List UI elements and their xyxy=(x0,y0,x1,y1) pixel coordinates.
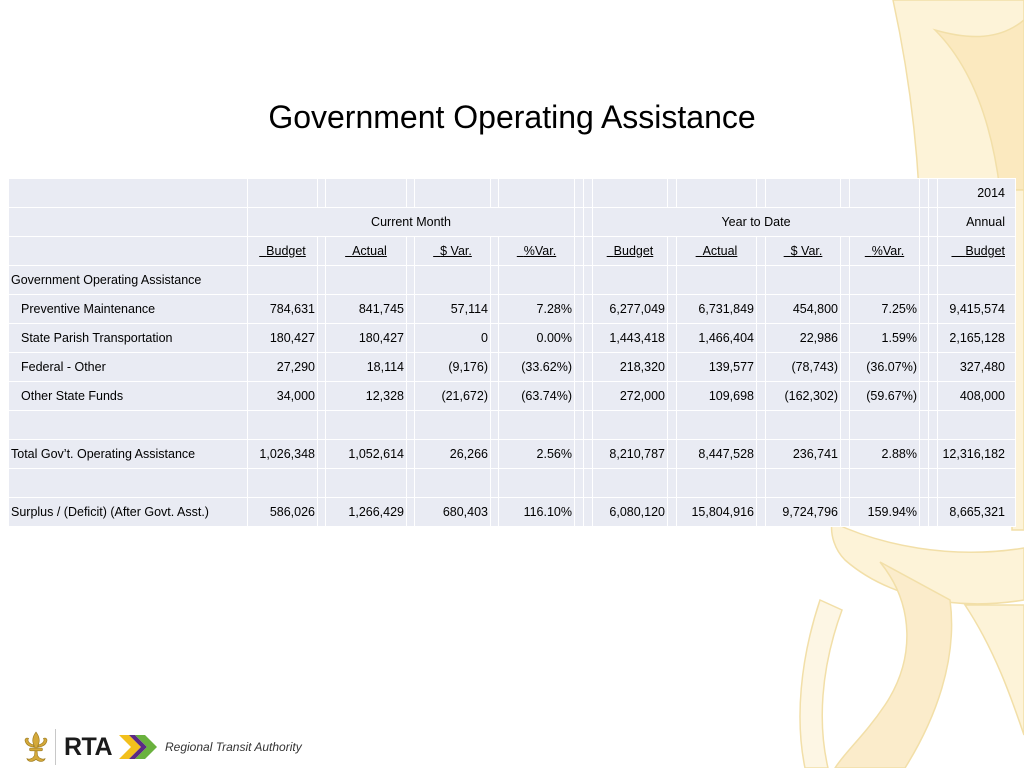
spacer-cell xyxy=(841,353,850,382)
spacer-cell xyxy=(575,324,584,353)
ytd-actual-cell: 109,698 xyxy=(677,382,757,411)
column-header-row xyxy=(9,237,1016,266)
spacer-cell xyxy=(584,440,593,469)
empty-cell xyxy=(920,411,929,440)
empty-cell xyxy=(575,179,584,208)
empty-cell xyxy=(248,469,318,498)
empty-cell xyxy=(407,266,415,295)
empty-cell xyxy=(499,411,575,440)
row-label: Other State Funds xyxy=(9,382,248,411)
empty-cell xyxy=(677,469,757,498)
empty-cell xyxy=(593,179,668,208)
empty-cell xyxy=(850,266,920,295)
slide-title: Government Operating Assistance xyxy=(268,99,756,135)
ytd-dollar-var-cell: (162,302) xyxy=(766,382,841,411)
spacer-cell xyxy=(920,353,929,382)
spacer-cell xyxy=(584,324,593,353)
spacer-cell xyxy=(491,440,499,469)
ytd-pct-var-cell: 2.88% xyxy=(850,440,920,469)
spacer-cell xyxy=(929,237,938,266)
empty-cell xyxy=(326,179,407,208)
empty-cell xyxy=(766,411,841,440)
spacer-cell xyxy=(668,295,677,324)
current-month-actual-cell: 841,745 xyxy=(326,295,407,324)
empty-cell xyxy=(668,411,677,440)
current-month-actual-cell: 18,114 xyxy=(326,353,407,382)
surplus-label: Surplus / (Deficit) (After Govt. Asst.) xyxy=(9,498,248,527)
row-label: Preventive Maintenance xyxy=(9,295,248,324)
empty-cell xyxy=(929,469,938,498)
empty-cell xyxy=(9,469,248,498)
empty-cell xyxy=(757,411,766,440)
current-month-budget-cell: 27,290 xyxy=(248,353,318,382)
ytd-budget-cell: 6,277,049 xyxy=(593,295,668,324)
year-header-row xyxy=(9,179,1016,208)
table-row xyxy=(9,382,1016,411)
ytd-budget-cell: 8,210,787 xyxy=(593,440,668,469)
spacer-cell xyxy=(407,295,415,324)
ytd-budget-cell: 218,320 xyxy=(593,353,668,382)
spacer-cell xyxy=(575,440,584,469)
spacer-cell xyxy=(668,440,677,469)
current-month-budget-cell: 34,000 xyxy=(248,382,318,411)
spacer-cell xyxy=(757,295,766,324)
spacer-cell xyxy=(920,498,929,527)
empty-cell xyxy=(850,469,920,498)
current-month-pct-var-cell: (63.74%) xyxy=(499,382,575,411)
empty-cell xyxy=(9,208,248,237)
spacer-cell xyxy=(491,324,499,353)
empty-cell xyxy=(668,469,677,498)
empty-row xyxy=(9,469,1016,498)
spacer-cell xyxy=(757,382,766,411)
empty-cell xyxy=(766,266,841,295)
current-month-budget-cell: 180,427 xyxy=(248,324,318,353)
empty-cell xyxy=(584,411,593,440)
spacer-cell xyxy=(929,324,938,353)
empty-cell xyxy=(920,469,929,498)
empty-cell xyxy=(407,411,415,440)
empty-cell xyxy=(326,266,407,295)
spacer-cell xyxy=(575,295,584,324)
spacer-cell xyxy=(407,237,415,266)
ytd-dollar-var-cell: (78,743) xyxy=(766,353,841,382)
empty-cell xyxy=(415,266,491,295)
empty-cell xyxy=(499,266,575,295)
spacer-cell xyxy=(575,208,584,237)
empty-cell xyxy=(248,411,318,440)
section-label: Government Operating Assistance xyxy=(9,266,248,295)
col-header-current-month-dollar-var: $ Var. xyxy=(415,237,491,266)
spacer-cell xyxy=(407,353,415,382)
annual-budget-cell: 8,665,321 xyxy=(938,498,1016,527)
empty-cell xyxy=(415,179,491,208)
empty-cell xyxy=(938,411,1016,440)
current-month-dollar-var-cell: (21,672) xyxy=(415,382,491,411)
current-month-pct-var-cell: 2.56% xyxy=(499,440,575,469)
empty-cell xyxy=(593,469,668,498)
spacer-cell xyxy=(318,382,326,411)
empty-row xyxy=(9,411,1016,440)
spacer-cell xyxy=(668,237,677,266)
spacer-cell xyxy=(491,498,499,527)
spacer-cell xyxy=(584,237,593,266)
group-header-row xyxy=(9,208,1016,237)
ytd-pct-var-cell: 159.94% xyxy=(850,498,920,527)
empty-cell xyxy=(668,266,677,295)
empty-cell xyxy=(757,469,766,498)
ytd-dollar-var-cell: 9,724,796 xyxy=(766,498,841,527)
col-header-ytd-dollar-var: $ Var. xyxy=(766,237,841,266)
col-header-annual-budget: Budget xyxy=(938,237,1016,266)
empty-cell xyxy=(668,179,677,208)
spacer-cell xyxy=(491,237,499,266)
spacer-cell xyxy=(318,498,326,527)
empty-cell xyxy=(9,179,248,208)
spacer-cell xyxy=(920,324,929,353)
col-header-current-month-budget: Budget xyxy=(248,237,318,266)
spacer-cell xyxy=(757,353,766,382)
annual-header: Annual xyxy=(938,208,1016,237)
current-month-header: Current Month xyxy=(248,208,575,237)
ytd-pct-var-cell: (36.07%) xyxy=(850,353,920,382)
spacer-cell xyxy=(929,382,938,411)
col-header-current-month-pct-var: %Var. xyxy=(499,237,575,266)
spacer-cell xyxy=(584,498,593,527)
empty-cell xyxy=(677,179,757,208)
current-month-pct-var-cell: (33.62%) xyxy=(499,353,575,382)
ytd-pct-var-cell: 7.25% xyxy=(850,295,920,324)
table-row xyxy=(9,353,1016,382)
empty-cell xyxy=(318,266,326,295)
empty-cell xyxy=(9,237,248,266)
col-header-ytd-actual: Actual xyxy=(677,237,757,266)
empty-cell xyxy=(929,266,938,295)
empty-cell xyxy=(499,469,575,498)
empty-cell xyxy=(407,469,415,498)
rta-logo-text: RTA xyxy=(64,733,113,761)
empty-cell xyxy=(593,266,668,295)
annual-budget-cell: 12,316,182 xyxy=(938,440,1016,469)
spacer-cell xyxy=(318,237,326,266)
spacer-cell xyxy=(668,353,677,382)
spacer-cell xyxy=(407,382,415,411)
section-row xyxy=(9,266,1016,295)
spacer-cell xyxy=(407,324,415,353)
col-header-current-month-actual: Actual xyxy=(326,237,407,266)
empty-cell xyxy=(491,179,499,208)
empty-cell xyxy=(766,179,841,208)
spacer-cell xyxy=(841,440,850,469)
current-month-pct-var-cell: 116.10% xyxy=(499,498,575,527)
empty-cell xyxy=(491,469,499,498)
row-label: State Parish Transportation xyxy=(9,324,248,353)
spacer-cell xyxy=(929,498,938,527)
ytd-budget-cell: 272,000 xyxy=(593,382,668,411)
empty-cell xyxy=(929,411,938,440)
surplus-row xyxy=(9,498,1016,527)
empty-cell xyxy=(757,179,766,208)
spacer-cell xyxy=(920,382,929,411)
annual-budget-cell: 327,480 xyxy=(938,353,1016,382)
spacer-cell xyxy=(920,440,929,469)
empty-cell xyxy=(584,266,593,295)
ytd-dollar-var-cell: 454,800 xyxy=(766,295,841,324)
empty-cell xyxy=(584,179,593,208)
spacer-cell xyxy=(491,295,499,324)
empty-cell xyxy=(415,411,491,440)
spacer-cell xyxy=(584,382,593,411)
operating-assistance-table xyxy=(8,178,1016,527)
spacer-cell xyxy=(575,498,584,527)
spacer-cell xyxy=(841,498,850,527)
ytd-actual-cell: 8,447,528 xyxy=(677,440,757,469)
empty-cell xyxy=(491,266,499,295)
spacer-cell xyxy=(318,324,326,353)
spacer-cell xyxy=(668,498,677,527)
empty-cell xyxy=(326,411,407,440)
empty-cell xyxy=(938,266,1016,295)
current-month-budget-cell: 784,631 xyxy=(248,295,318,324)
empty-cell xyxy=(920,266,929,295)
empty-cell xyxy=(938,469,1016,498)
empty-cell xyxy=(499,179,575,208)
annual-budget-cell: 9,415,574 xyxy=(938,295,1016,324)
spacer-cell xyxy=(929,353,938,382)
total-label: Total Gov’t. Operating Assistance xyxy=(9,440,248,469)
empty-cell xyxy=(318,411,326,440)
ytd-dollar-var-cell: 22,986 xyxy=(766,324,841,353)
org-name: Regional Transit Authority xyxy=(165,740,302,754)
empty-cell xyxy=(584,469,593,498)
empty-cell xyxy=(841,179,850,208)
empty-cell xyxy=(766,469,841,498)
empty-cell xyxy=(850,411,920,440)
col-header-ytd-pct-var: %Var. xyxy=(850,237,920,266)
empty-cell xyxy=(920,179,929,208)
empty-cell xyxy=(575,411,584,440)
table-row xyxy=(9,295,1016,324)
col-header-ytd-budget: Budget xyxy=(593,237,668,266)
spacer-cell xyxy=(757,440,766,469)
ytd-actual-cell: 139,577 xyxy=(677,353,757,382)
current-month-pct-var-cell: 0.00% xyxy=(499,324,575,353)
year-to-date-header: Year to Date xyxy=(593,208,920,237)
empty-cell xyxy=(248,266,318,295)
fleur-de-lis-icon xyxy=(23,731,49,763)
empty-cell xyxy=(593,411,668,440)
current-month-actual-cell: 1,052,614 xyxy=(326,440,407,469)
current-month-dollar-var-cell: 57,114 xyxy=(415,295,491,324)
spacer-cell xyxy=(920,237,929,266)
annual-budget-cell: 408,000 xyxy=(938,382,1016,411)
current-month-dollar-var-cell: (9,176) xyxy=(415,353,491,382)
empty-cell xyxy=(318,179,326,208)
spacer-cell xyxy=(584,295,593,324)
empty-cell xyxy=(415,469,491,498)
empty-cell xyxy=(326,469,407,498)
current-month-dollar-var-cell: 680,403 xyxy=(415,498,491,527)
empty-cell xyxy=(841,469,850,498)
empty-cell xyxy=(677,411,757,440)
current-month-budget-cell: 586,026 xyxy=(248,498,318,527)
empty-cell xyxy=(575,469,584,498)
spacer-cell xyxy=(318,295,326,324)
ytd-pct-var-cell: 1.59% xyxy=(850,324,920,353)
empty-cell xyxy=(491,411,499,440)
empty-cell xyxy=(248,179,318,208)
empty-cell xyxy=(575,266,584,295)
year-label: 2014 xyxy=(938,179,1016,208)
ytd-budget-cell: 1,443,418 xyxy=(593,324,668,353)
spacer-cell xyxy=(841,382,850,411)
empty-cell xyxy=(757,266,766,295)
empty-cell xyxy=(841,411,850,440)
chevron-arrow-icon xyxy=(119,733,157,761)
spacer-cell xyxy=(318,353,326,382)
ytd-actual-cell: 1,466,404 xyxy=(677,324,757,353)
spacer-cell xyxy=(841,295,850,324)
logo-divider xyxy=(55,729,56,765)
current-month-dollar-var-cell: 26,266 xyxy=(415,440,491,469)
ytd-budget-cell: 6,080,120 xyxy=(593,498,668,527)
total-row xyxy=(9,440,1016,469)
spacer-cell xyxy=(407,498,415,527)
spacer-cell xyxy=(929,208,938,237)
spacer-cell xyxy=(929,295,938,324)
empty-cell xyxy=(929,179,938,208)
current-month-pct-var-cell: 7.28% xyxy=(499,295,575,324)
spacer-cell xyxy=(584,208,593,237)
spacer-cell xyxy=(757,324,766,353)
spacer-cell xyxy=(407,440,415,469)
row-label: Federal - Other xyxy=(9,353,248,382)
spacer-cell xyxy=(491,382,499,411)
current-month-actual-cell: 180,427 xyxy=(326,324,407,353)
spacer-cell xyxy=(757,498,766,527)
current-month-actual-cell: 1,266,429 xyxy=(326,498,407,527)
spacer-cell xyxy=(929,440,938,469)
spacer-cell xyxy=(757,237,766,266)
spacer-cell xyxy=(920,208,929,237)
spacer-cell xyxy=(668,382,677,411)
empty-cell xyxy=(841,266,850,295)
current-month-actual-cell: 12,328 xyxy=(326,382,407,411)
ytd-actual-cell: 6,731,849 xyxy=(677,295,757,324)
spacer-cell xyxy=(491,353,499,382)
spacer-cell xyxy=(841,237,850,266)
spacer-cell xyxy=(841,324,850,353)
ytd-actual-cell: 15,804,916 xyxy=(677,498,757,527)
current-month-dollar-var-cell: 0 xyxy=(415,324,491,353)
empty-cell xyxy=(318,469,326,498)
empty-cell xyxy=(850,179,920,208)
spacer-cell xyxy=(575,237,584,266)
spacer-cell xyxy=(920,295,929,324)
ytd-pct-var-cell: (59.67%) xyxy=(850,382,920,411)
spacer-cell xyxy=(318,440,326,469)
spacer-cell xyxy=(575,382,584,411)
empty-cell xyxy=(9,411,248,440)
empty-cell xyxy=(677,266,757,295)
spacer-cell xyxy=(575,353,584,382)
annual-budget-cell: 2,165,128 xyxy=(938,324,1016,353)
empty-cell xyxy=(407,179,415,208)
spacer-cell xyxy=(668,324,677,353)
ytd-dollar-var-cell: 236,741 xyxy=(766,440,841,469)
current-month-budget-cell: 1,026,348 xyxy=(248,440,318,469)
spacer-cell xyxy=(584,353,593,382)
table-row xyxy=(9,324,1016,353)
